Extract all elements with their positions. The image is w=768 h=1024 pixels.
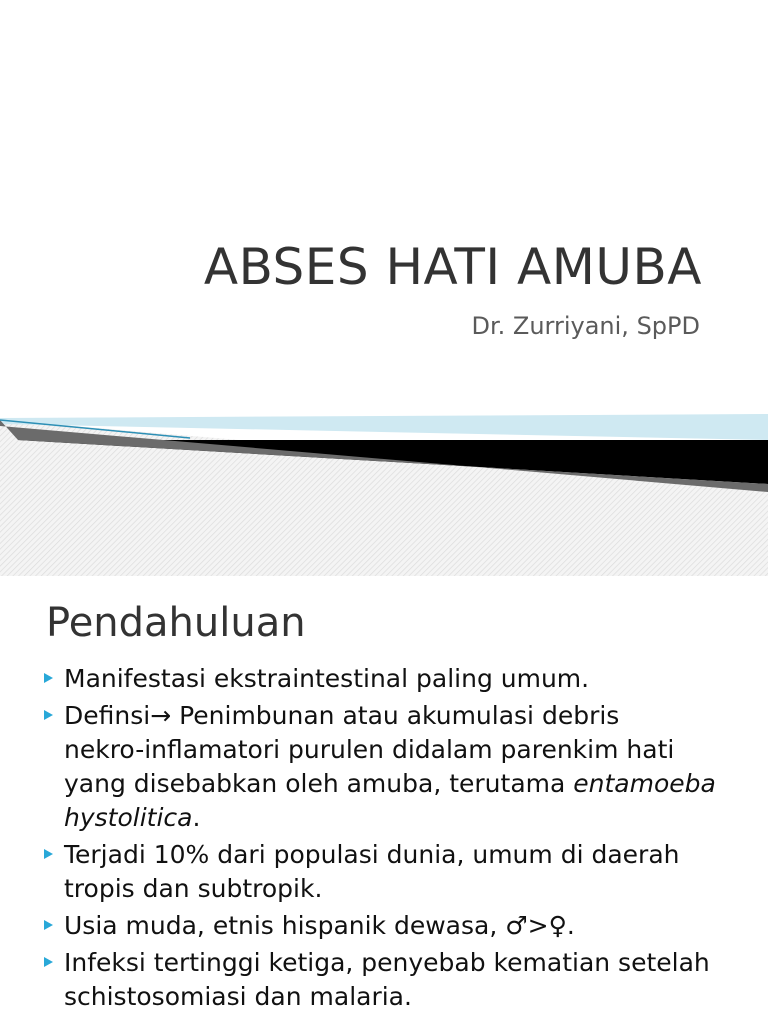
list-item [40, 699, 768, 835]
slide-title: ABSES HATI AMUBA [203, 238, 702, 296]
list-item [40, 909, 768, 943]
bullet-text: Terjadi 10% dari populasi dunia, umum di daerah [64, 840, 680, 869]
list-item [40, 662, 768, 696]
bullet-text: . [192, 803, 201, 832]
bullet-text-italic: hystolitica [64, 803, 193, 832]
bullet-arrow-icon [44, 710, 53, 720]
bullet-text: Definsi→ Penimbunan atau akumulasi debris [64, 701, 620, 730]
content-slide [0, 576, 768, 1024]
slide-heading: Pendahuluan [46, 600, 306, 646]
slide-subtitle: Dr. Zurriyani, SpPD [471, 312, 700, 340]
bullet-arrow-icon [44, 673, 53, 683]
bullet-text: tropis dan subtropik. [64, 874, 323, 903]
bullet-text: Usia muda, etnis hispanik dewasa, ♂>♀. [64, 911, 575, 940]
bullet-text: Infeksi tertinggi ketiga, penyebab kematian setelah [64, 948, 710, 977]
bullet-arrow-icon [44, 849, 53, 859]
bullet-list [40, 662, 768, 1017]
bullet-arrow-icon [44, 957, 53, 967]
bullet-arrow-icon [44, 920, 53, 930]
list-item [40, 838, 768, 906]
bullet-text-italic: entamoeba [573, 769, 716, 798]
bullet-text: yang disebabkan oleh amuba, terutama [64, 769, 574, 798]
bullet-text: nekro-inflamatori purulen didalam parenkim hati [64, 735, 675, 764]
bullet-text: schistosomiasi dan malaria. [64, 982, 412, 1011]
bullet-text: Manifestasi ekstraintestinal paling umum. [64, 664, 590, 693]
list-item [40, 946, 768, 1014]
